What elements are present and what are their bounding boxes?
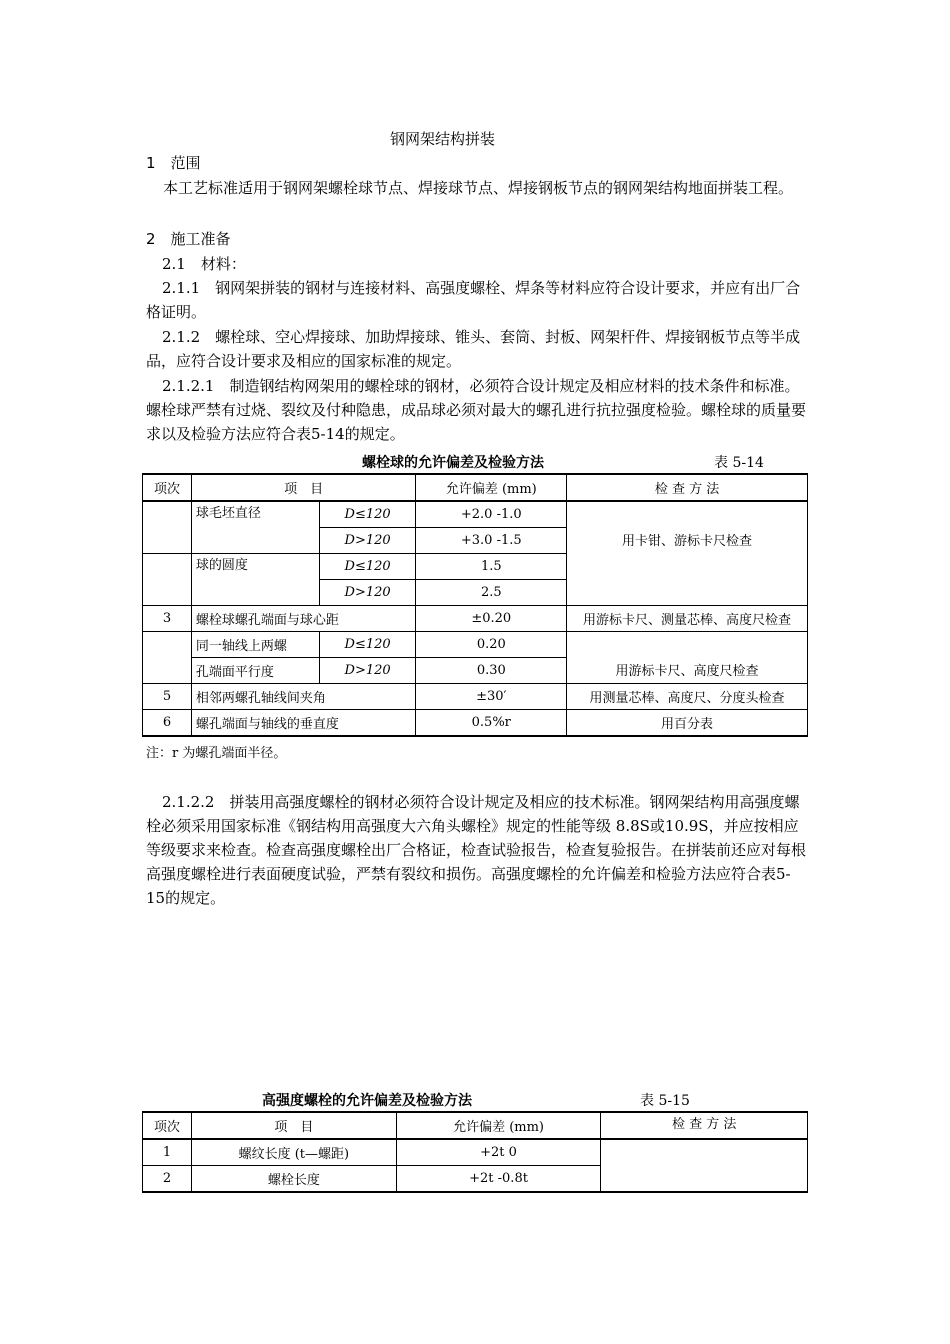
cell-tol: +2.0 -1.0 <box>416 501 567 528</box>
cell-cond-text: D>120 <box>344 533 391 548</box>
table-1-note: 注：r 为螺孔端面半径。 <box>146 746 287 761</box>
cell-no <box>143 554 192 606</box>
cell-cond-text: D≤120 <box>344 637 391 652</box>
cell-no: 1 <box>143 1139 192 1166</box>
cell-tol: 0.30 <box>416 658 567 684</box>
th-item: 项 目 <box>191 474 416 501</box>
cell-tol: 1.5 <box>416 554 567 580</box>
cell-method: 用卡钳、游标卡尺检查 <box>567 501 808 606</box>
cell-tol: ±30′ <box>416 684 567 710</box>
table-1-caption: 螺栓球的允许偏差及检验方法 <box>362 455 544 471</box>
th-no: 项次 <box>143 474 192 501</box>
cell-method: 用测量芯棒、高度尺、分度头检查 <box>567 684 808 710</box>
cell-no: 5 <box>143 684 192 710</box>
cell-cond <box>319 580 416 606</box>
cell-no <box>143 632 192 684</box>
cell-item: 螺纹长度 (t—螺距) <box>191 1139 396 1166</box>
section-1-text: 本工艺标准适用于钢网架螺栓球节点、焊接球节点、焊接钢板节点的钢网架结构地面拼装工程。 <box>163 179 794 197</box>
cell-tol: 0.20 <box>416 632 567 658</box>
cell-item: 球的圆度 <box>191 554 319 606</box>
cell-method <box>601 1139 808 1192</box>
cell-cond <box>319 501 416 528</box>
section-2-1-2: 2.1.2 螺栓球、空心焊接球、加助焊接球、锥头、套筒、封板、网架杆件、焊接钢板节点等半成品，应符合设计要求及相应的国家标准的规定。 <box>146 328 801 370</box>
cell-method: 用游标卡尺、高度尺检查 <box>567 632 808 684</box>
table-2-number: 表 5-15 <box>640 1093 690 1109</box>
cell-tol: 2.5 <box>416 580 567 606</box>
th-no: 项次 <box>143 1112 192 1139</box>
cell-item: 孔端面平行度 <box>191 658 319 684</box>
th-method: 检 查 方 法 <box>567 474 808 501</box>
cell-item: 螺孔端面与轴线的垂直度 <box>191 710 416 737</box>
cell-cond <box>319 658 416 684</box>
th-tol: 允许偏差 (mm) <box>416 474 567 501</box>
cell-item: 同一轴线上两螺 <box>191 632 319 658</box>
section-1-heading: 1 范围 <box>146 154 201 172</box>
cell-tol: +2t 0 <box>396 1139 601 1166</box>
section-2-1-2-1: 2.1.2.1 制造钢结构网架用的螺栓球的钢材，必须符合设计规定及相应材料的技术条件和标准。螺栓球严禁有过烧、裂纹及付种隐患，成品球必须对最大的螺孔进行抗拉强度检验。螺栓球的质量要求以及检验方法应符合表5-14的规定。 <box>146 377 807 443</box>
cell-cond <box>319 554 416 580</box>
cell-item: 球毛坯直径 <box>191 501 319 554</box>
cell-item: 螺栓球螺孔端面与球心距 <box>191 606 416 632</box>
section-2-heading: 2 施工准备 <box>146 230 231 248</box>
section-2-1-1: 2.1.1 钢网架拼装的钢材与连接材料、高强度螺栓、焊条等材料应符合设计要求，并应有出厂合格证明。 <box>146 279 801 321</box>
cell-method: 用游标卡尺、测量芯棒、高度尺检查 <box>567 606 808 632</box>
cell-no: 2 <box>143 1166 192 1193</box>
cell-cond-text: D≤120 <box>344 559 391 574</box>
cell-cond-text: D>120 <box>344 585 391 600</box>
cell-tol: +3.0 -1.5 <box>416 528 567 554</box>
page-title: 钢网架结构拼装 <box>390 130 496 148</box>
cell-item: 螺栓长度 <box>191 1166 396 1193</box>
cell-cond <box>319 632 416 658</box>
table-2-caption: 高强度螺栓的允许偏差及检验方法 <box>262 1093 472 1109</box>
cell-cond-text: D≤120 <box>344 507 391 522</box>
cell-no: 6 <box>143 710 192 737</box>
th-tol: 允许偏差 (mm) <box>396 1112 601 1139</box>
cell-tol: ±0.20 <box>416 606 567 632</box>
cell-cond <box>319 528 416 554</box>
section-2-1-2-2: 2.1.2.2 拼装用高强度螺栓的钢材必须符合设计规定及相应的技术标准。钢网架结构用高强度螺栓必须采用国家标准《钢结构用高强度大六角头螺栓》规定的性能等级 8.8S或10.9S，并应按相应等级要求来检查。检查高强度螺栓出厂合格证，检查试验报告，检查复验报告。在拼装前还应对每根高强度螺栓进行表面硬度试验，严禁有裂纹和损伤。高强度螺栓的允许偏差和检验方法应符合表5-15的规定。 <box>146 793 807 907</box>
cell-tol: +2t -0.8t <box>396 1166 601 1193</box>
table-2 <box>142 1111 808 1193</box>
th-item: 项 目 <box>191 1112 396 1139</box>
cell-cond-text: D>120 <box>344 663 391 678</box>
table-1 <box>142 473 808 737</box>
cell-no: 3 <box>143 606 192 632</box>
section-2-1: 2.1 材料： <box>162 255 246 273</box>
cell-item: 相邻两螺孔轴线间夹角 <box>191 684 416 710</box>
cell-no <box>143 501 192 554</box>
cell-method: 用百分表 <box>567 710 808 737</box>
th-method: 检 查 方 法 <box>601 1112 808 1139</box>
cell-tol: 0.5%r <box>416 710 567 737</box>
table-1-number: 表 5-14 <box>714 455 764 471</box>
